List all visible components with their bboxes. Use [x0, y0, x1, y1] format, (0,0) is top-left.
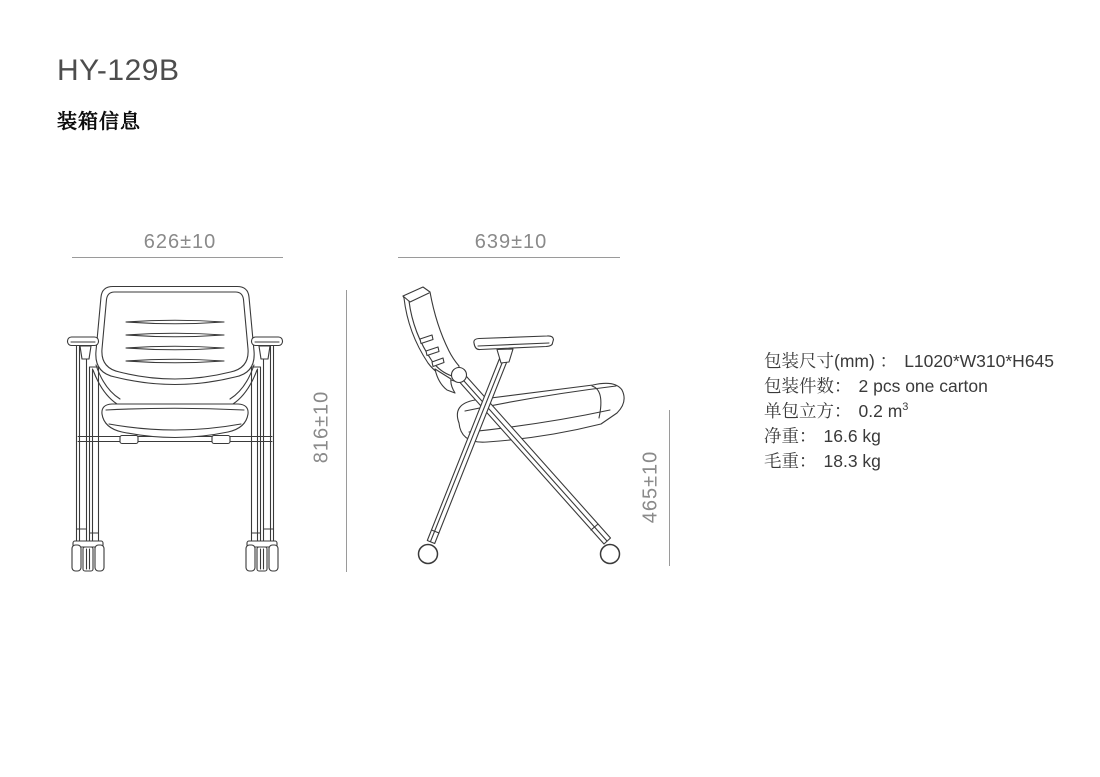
spec-label: 毛重：	[764, 451, 817, 471]
front-casters	[72, 541, 278, 571]
spec-row-net-weight	[764, 424, 1054, 449]
section-title: 装箱信息	[57, 111, 141, 133]
side-width-dimension-line	[398, 257, 620, 258]
page-title: HY-129B	[57, 54, 180, 87]
spec-row-gross-weight	[764, 449, 1054, 474]
packing-specs	[764, 349, 1054, 474]
spec-label: 包装尺寸(mm) ：	[764, 351, 898, 371]
front-height-dimension: 816±10	[310, 390, 333, 464]
front-width-dimension: 626±10	[143, 231, 217, 253]
spec-row-packing-size	[764, 349, 1054, 374]
spec-value: 0.2 m	[858, 401, 903, 421]
front-backrest	[96, 287, 254, 385]
side-backrest	[403, 287, 459, 393]
pivot-joint	[452, 368, 467, 383]
spec-value: L1020*W310*H645	[904, 351, 1055, 371]
side-casters	[419, 545, 620, 564]
side-height-dimension: 465±10	[639, 450, 662, 524]
spec-value: 16.6 kg	[823, 426, 881, 446]
spec-label: 净重：	[764, 426, 817, 446]
spec-row-volume	[764, 399, 1054, 424]
front-seat	[102, 404, 248, 444]
spec-value: 18.3 kg	[823, 451, 881, 471]
front-width-dimension-line	[72, 257, 283, 258]
front-height-dimension-line	[346, 290, 347, 572]
front-view-drawing	[60, 283, 290, 575]
spec-label: 包装件数：	[764, 376, 852, 396]
side-armrest	[474, 336, 554, 363]
spec-value: 2 pcs one carton	[858, 376, 988, 396]
spec-row-packing-qty	[764, 374, 1054, 399]
spec-value-superscript: 3	[902, 401, 909, 414]
side-view-drawing	[395, 283, 670, 575]
spec-label: 单包立方：	[764, 401, 852, 421]
side-width-dimension: 639±10	[474, 231, 548, 253]
